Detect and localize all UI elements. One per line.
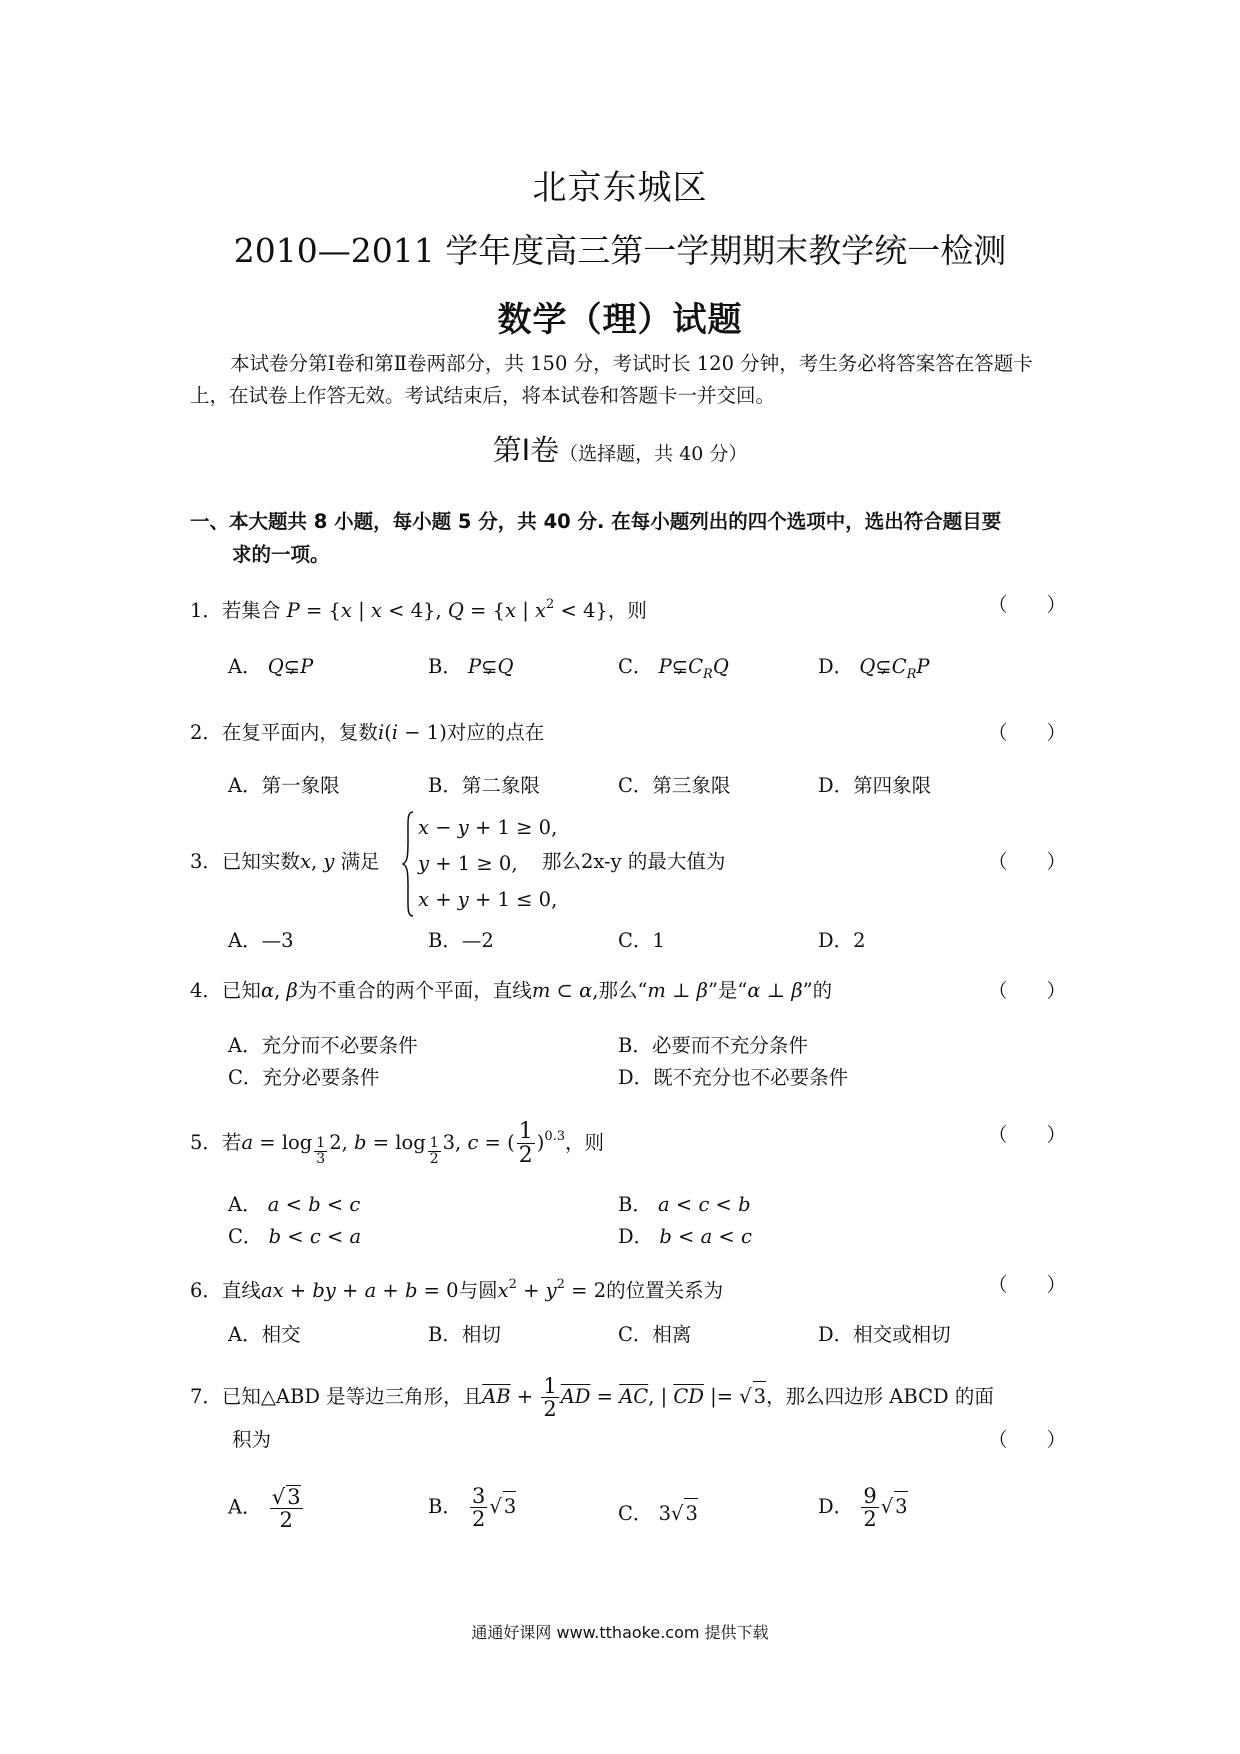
q5-option-c: C． b < c < a xyxy=(228,1225,362,1248)
q1-answer-paren: （ ） xyxy=(988,593,1067,616)
q6-option-d: D．相交或相切 xyxy=(818,1323,951,1346)
q4-option-c: C．充分必要条件 xyxy=(228,1066,380,1089)
q3-option-d: D．2 xyxy=(818,929,866,952)
subject-title: 数学（理）试题 xyxy=(497,300,743,340)
q7-option-c: C． 3√ 3 xyxy=(618,1498,698,1529)
question-3: 3．已知实数x, y 满足 xyxy=(190,850,380,873)
q2-answer-paren: （ ） xyxy=(988,721,1067,744)
q1-number: 1． xyxy=(190,599,222,622)
q3-option-b: B．—2 xyxy=(428,929,494,952)
q6-option-c: C．相离 xyxy=(618,1323,692,1346)
q2-option-d: D．第四象限 xyxy=(818,774,932,797)
question-4: 4．已知α, β为不重合的两个平面，直线m ⊂ α,那么“m ⊥ β”是“α ⊥ β”的 xyxy=(190,979,833,1002)
question-6: 6．直线ax + by + a + b = 0与圆$x^2 + y^2 = 2$的位置关系为 xyxy=(190,1277,724,1302)
q1-formula: P xyxy=(286,599,300,622)
question-5: 5．若a = log $\frac{1}{3}$ 2, b = log $\frac{1}{2}$ 3, c = ( $\frac{1}{2}$ )$^{0.3}$，则 xyxy=(190,1119,605,1169)
q1-post: ，则 xyxy=(607,599,647,622)
q5-option-a: A． a < b < c xyxy=(228,1193,361,1216)
part-instructions xyxy=(190,505,1060,571)
q6-answer-paren: （ ） xyxy=(988,1273,1067,1296)
q2-option-c: C．第三象限 xyxy=(618,774,731,797)
q2-option-a: A．第一象限 xyxy=(228,774,340,797)
q3-option-c: C．1 xyxy=(618,929,665,952)
q1-option-d: D． $Q⊊C_RP$ xyxy=(818,655,930,682)
q1-option-b: B． P⊊Q xyxy=(428,655,514,678)
q5-option-d: D． b < a < c xyxy=(618,1225,752,1248)
q3-post: 那么2x-y 的最大值为 xyxy=(542,850,726,873)
q7-answer-paren: （ ） xyxy=(988,1428,1067,1451)
question-2: 2．在复平面内，复数i(i − 1)对应的点在 xyxy=(190,721,545,744)
part-line1: 一、本大题共 8 小题，每小题 5 分，共 40 分. 在每小题列出的四个选项中，选出符合题目要 xyxy=(190,510,1002,533)
intro-paragraph: 本试卷分第Ⅰ卷和第Ⅱ卷两部分，共 150 分，考试时长 120 分钟，考生务必将答案答在答题卡上，在试卷上作答无效。考试结束后，将本试卷和答题卡一并交回。 xyxy=(190,352,1033,407)
question-1: 1．若集合 P = {x | x < 4}, Q = {x | $x^2 < 4$}，则 xyxy=(190,597,647,622)
q1-option-a: A． Q⊊P xyxy=(228,655,314,678)
q7-option-a: A． $\frac{√3}{2}$ xyxy=(228,1485,301,1533)
q3-constraint-system: x − y + 1 ≥ 0, y + 1 ≥ 0, x + y + 1 ≤ 0, xyxy=(402,810,557,918)
q2-option-b: B．第二象限 xyxy=(428,774,540,797)
q5-answer-paren: （ ） xyxy=(988,1123,1067,1146)
q6-option-a: A．相交 xyxy=(228,1323,301,1346)
q7-line2: 积为 xyxy=(232,1428,272,1451)
part-line2: 求的一项。 xyxy=(232,543,330,566)
brace-icon xyxy=(402,810,414,918)
q1-pre: 若集合 xyxy=(221,599,281,622)
q7-option-d: D． $\frac{9}{2}$ √ 3 xyxy=(818,1484,908,1532)
q5-option-b: B． a < c < b xyxy=(618,1193,751,1216)
footer-text: 通通好课网 www.tthaoke.com 提供下载 xyxy=(471,1623,769,1642)
region-title: 北京东城区 xyxy=(532,168,708,208)
q4-option-b: B．必要而不充分条件 xyxy=(618,1034,808,1057)
q4-answer-paren: （ ） xyxy=(988,979,1067,1002)
question-7: 7．已知△ABD 是等边三角形，且$\overline{AB}$ + $\frac{1}{2}$ $\overline{AD} = \overline{AC}$, | $\overline{CD}$ |= √ 3，那么四边形 ABCD 的面 xyxy=(190,1374,994,1422)
section-main: 第Ⅰ卷 xyxy=(492,433,560,467)
q3-answer-paren: （ ） xyxy=(988,850,1067,873)
q3-option-a: A．—3 xyxy=(228,929,294,952)
q4-option-d: D．既不充分也不必要条件 xyxy=(618,1066,849,1089)
q4-option-a: A．充分而不必要条件 xyxy=(228,1034,418,1057)
q1-option-c: C． $P⊊C_RQ$ xyxy=(618,655,729,682)
q7-option-b: B． $\frac{3}{2}$ √ 3 xyxy=(428,1484,517,1532)
exam-title: 2010—2011 学年度高三第一学期期末教学统一检测 xyxy=(233,231,1007,270)
section-heading xyxy=(0,428,1240,469)
q6-option-b: B．相切 xyxy=(428,1323,501,1346)
section-sub: （选择题，共 40 分） xyxy=(559,443,748,465)
